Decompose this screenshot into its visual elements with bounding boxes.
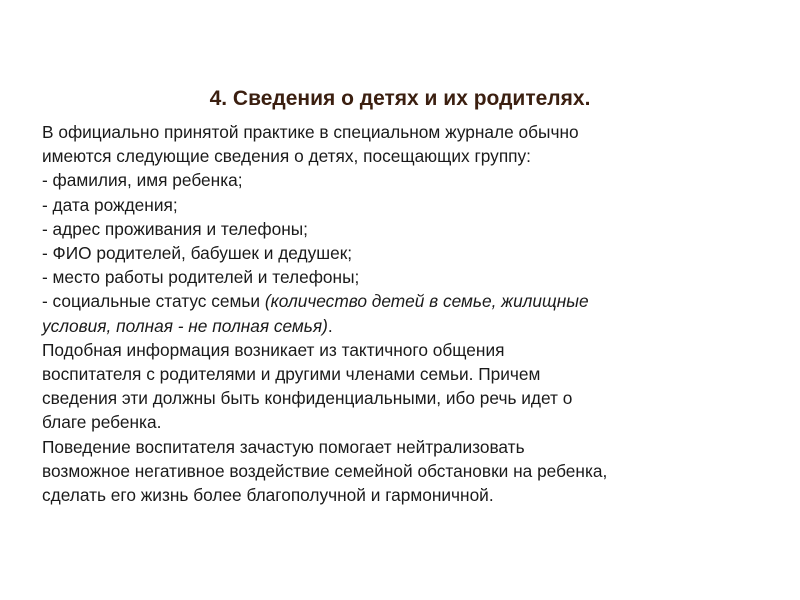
slide-title: 4. Сведения о детях и их родителях. (209, 87, 591, 110)
list-item: - дата рождения; (42, 194, 178, 215)
status-end: . (327, 315, 333, 336)
intro-line: имеются следующие сведения о детях, посещающих группу: (42, 146, 531, 167)
paragraph-line: воспитателя с родителями и другими членами семьи. Причем (42, 364, 541, 385)
list-item: - место работы родителей и телефоны; (42, 267, 360, 288)
list-item-status (42, 289, 772, 313)
slide-content (42, 120, 772, 507)
paragraph-line: возможное негативное воздействие семейной обстановки на ребенка, (42, 460, 608, 481)
paragraph-line: Подобная информация возникает из тактичного общения (42, 339, 505, 360)
list-item-status-cont (42, 314, 772, 338)
paragraph-line: Поведение воспитателя зачастую помогает нейтрализовать (42, 436, 525, 457)
list-item: - адрес проживания и телефоны; (42, 218, 308, 239)
paragraph-line: сделать его жизнь более благополучной и гармоничной. (42, 485, 494, 506)
intro-line: В официально принятой практике в специальном журнале обычно (42, 122, 579, 142)
list-item: - ФИО родителей, бабушек и дедушек; (42, 243, 353, 264)
status-note: (количество детей в семье, жилищные (264, 291, 589, 312)
paragraph-line: сведения эти должны быть конфиденциальными, ибо речь идет о (42, 388, 573, 409)
list-item: - фамилия, имя ребенка; (42, 170, 243, 191)
status-text: - социальные статус семьи (42, 291, 265, 312)
status-note: условия, полная - не полная семья) (42, 315, 328, 336)
paragraph-line: благе ребенка. (42, 412, 162, 433)
